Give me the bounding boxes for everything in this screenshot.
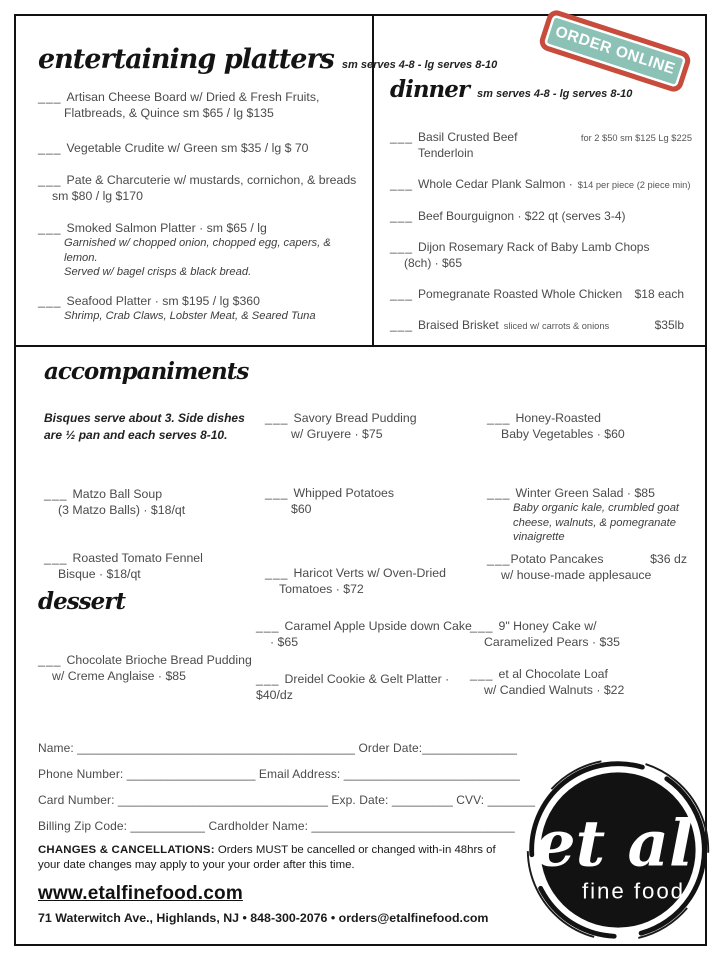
menu-item-haricot-verts: ___ Haricot Verts w/ Oven-Dried Tomatoes · $72 (265, 566, 446, 596)
accompaniments-title: accompaniments (44, 358, 249, 385)
menu-item-braised-brisket: ___ Braised Brisket sliced w/ carrots & onions $35lb (390, 318, 684, 332)
menu-item-beef-tenderloin: ___ Basil Crusted Beef Tenderloin for 2 $50 sm $125 Lg $225 (390, 130, 692, 160)
section-accompaniments-title (44, 358, 248, 385)
dessert-column-1 (38, 652, 263, 684)
menu-item-honey-roasted-vegetables: ___ Honey-Roasted Baby Vegetables · $60 (487, 411, 625, 441)
dessert-title: dessert (38, 588, 125, 615)
quantity-blank[interactable]: ___ (390, 209, 414, 223)
form-line-card-exp-cvv[interactable]: Card Number: _______________________________ Exp. Date: _________ CVV: _______ (38, 793, 536, 807)
platters-serving-note: sm serves 4-8 - lg serves 8-10 (341, 59, 498, 71)
section-dinner (390, 76, 692, 349)
menu-item-seafood-platter: ___ Seafood Platter · sm $195 / lg $360 Shrimp, Crab Claws, Lobster Meat, & Seared Tuna (38, 293, 316, 322)
menu-item-savory-bread-pudding: ___ Savory Bread Pudding w/ Gruyere · $75 (265, 411, 417, 441)
order-online-label: ORDER ONLINE (553, 23, 678, 78)
form-line-phone-email[interactable]: Phone Number: ___________________ Email Address: __________________________ (38, 767, 520, 781)
dessert-column-2 (256, 618, 474, 703)
accompaniments-note: Bisques serve about 3. Side dishes are ½ pan and each serves 8-10. (44, 411, 245, 442)
quantity-blank[interactable]: ___ (38, 293, 62, 308)
menu-item-artisan-cheese-board: ___ Artisan Cheese Board w/ Dried & Fresh Fruits, Flatbreads, & Quince sm $65 / lg $135 (38, 90, 320, 120)
menu-item-matzo-ball-soup: ___ Matzo Ball Soup (3 Matzo Balls) · $18/qt (44, 487, 186, 517)
quantity-blank[interactable]: ___ (38, 221, 62, 235)
policy-label: CHANGES & CANCELLATIONS: (38, 844, 215, 856)
menu-item-cedar-plank-salmon: ___ Whole Cedar Plank Salmon · $14 per piece (2 piece min) (390, 177, 691, 191)
item-price: $36 dz (650, 551, 687, 566)
form-line-zip-cardholder[interactable]: Billing Zip Code: ___________ Cardholder Name: ______________________________ (38, 819, 515, 833)
menu-item-pate-charcuterie: ___ Pate & Charcuterie w/ mustards, cornichon, & breads sm $80 / lg $170 (38, 173, 357, 203)
quantity-blank[interactable]: ___ (265, 486, 289, 500)
policy-text: Orders MUST be cancelled or changed with-in 48hrs of your date changes may apply to your your order after this time. (38, 844, 496, 871)
quantity-blank[interactable]: ___ (38, 141, 62, 155)
menu-item-whipped-potatoes: ___ Whipped Potatoes $60 (265, 486, 395, 516)
quantity-blank[interactable]: ___ (256, 619, 280, 633)
quantity-blank[interactable]: ___ (487, 411, 511, 425)
logo-tagline: fine food (582, 878, 686, 904)
quantity-blank[interactable]: ___ (265, 411, 289, 425)
quantity-blank[interactable]: ___ (487, 486, 511, 500)
menu-item-potato-pancakes: ___ Potato Pancakes $36 dz w/ house-made applesauce (487, 551, 687, 582)
quantity-blank[interactable]: ___ (44, 551, 68, 565)
quantity-blank[interactable]: ___ (390, 240, 414, 254)
menu-item-tomato-fennel-bisque: ___ Roasted Tomato Fennel Bisque · $18/qt (44, 551, 203, 581)
quantity-blank[interactable]: ___ (390, 177, 414, 191)
form-line-name-orderdate[interactable]: Name: _________________________________________ Order Date:______________ (38, 741, 518, 755)
menu-item-beef-bourguignon: ___ Beef Bourguignon · $22 qt (serves 3-4) (390, 209, 626, 223)
quantity-blank[interactable]: ___ (390, 130, 414, 144)
accompaniments-column-3 (487, 410, 695, 583)
menu-item-chocolate-loaf: ___ et al Chocolate Loaf w/ Candied Walnuts · $22 (470, 667, 625, 697)
section-dessert-title (38, 588, 125, 615)
quantity-blank[interactable]: ___ (265, 566, 289, 580)
quantity-blank[interactable]: ___ (487, 551, 511, 566)
website-link[interactable]: www.etalfinefood.com (38, 883, 243, 904)
menu-item-dreidel-cookie-platter: ___ Dreidel Cookie & Gelt Platter · $40/dz (256, 672, 450, 702)
dinner-serving-note: sm serves 4-8 - lg serves 8-10 (477, 88, 633, 100)
logo-wordmark: et al (534, 806, 694, 882)
accompaniments-column-2 (265, 410, 473, 597)
dessert-column-3 (470, 618, 692, 698)
menu-item-lamb-chops: ___ Dijon Rosemary Rack of Baby Lamb Chops (8ch) · $65 (390, 240, 650, 270)
menu-item-chocolate-brioche-pudding: ___ Chocolate Brioche Bread Pudding w/ Creme Anglaise · $85 (38, 653, 252, 683)
menu-item-winter-green-salad: ___ Winter Green Salad · $85 Baby organic kale, crumbled goat cheese, walnuts, & pomegranate vinaigrette (487, 486, 680, 543)
item-price: $35lb (654, 318, 684, 332)
quantity-blank[interactable]: ___ (44, 487, 68, 501)
dinner-title: dinner (390, 76, 470, 103)
accompaniments-column-1 (44, 410, 252, 582)
cancellation-policy (38, 843, 496, 873)
quantity-blank[interactable]: ___ (256, 672, 280, 686)
menu-item-caramel-apple-cake: ___ Caramel Apple Upside down Cake · $65 (256, 619, 472, 649)
platters-title: entertaining platters (38, 44, 334, 75)
menu-item-vegetable-crudite: ___ Vegetable Crudite w/ Green sm $35 / lg $ 70 (38, 141, 309, 155)
quantity-blank[interactable]: ___ (38, 173, 62, 187)
etal-logo (521, 751, 715, 949)
quantity-blank[interactable]: ___ (390, 318, 414, 332)
quantity-blank[interactable]: ___ (38, 90, 62, 104)
order-form (38, 740, 536, 844)
menu-item-roasted-chicken: ___ Pomegranate Roasted Whole Chicken $18 each (390, 287, 684, 301)
menu-item-honey-cake: ___ 9" Honey Cake w/ Caramelized Pears · $35 (470, 619, 621, 649)
quantity-blank[interactable]: ___ (470, 619, 494, 633)
item-price: $18 each (634, 287, 684, 301)
quantity-blank[interactable]: ___ (470, 667, 494, 681)
quantity-blank[interactable]: ___ (390, 287, 414, 301)
contact-info: 71 Waterwitch Ave., Highlands, NJ • 848-300-2076 • orders@etalfinefood.com (38, 911, 489, 925)
quantity-blank[interactable]: ___ (38, 653, 62, 667)
menu-item-smoked-salmon-platter: ___ Smoked Salmon Platter · sm $65 / lg Garnished w/ chopped onion, chopped egg, capers, & lemon. Served w/ bagel crisps & black bread. (38, 221, 331, 278)
